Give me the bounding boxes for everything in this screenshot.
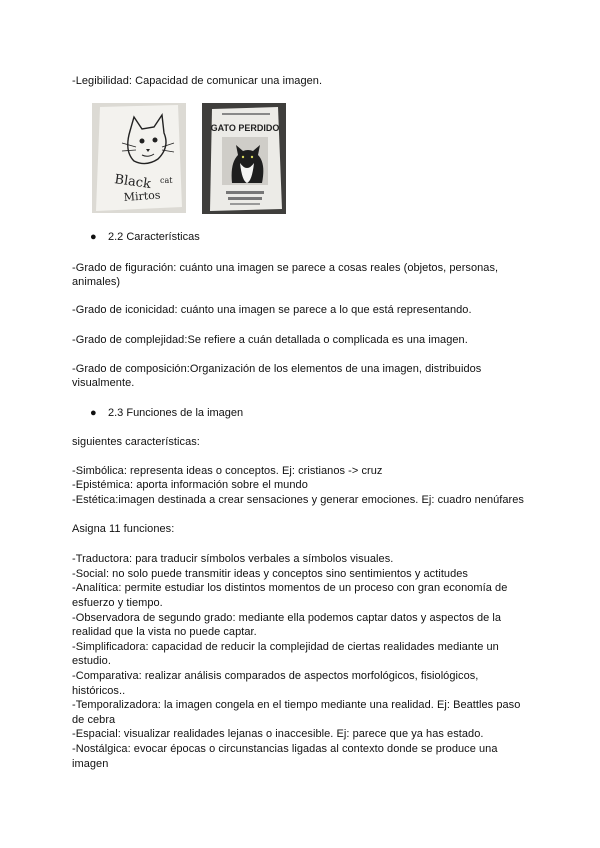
espacial-line: -Espacial: visualizar realidades lejanas o inaccesible. Ej: parece que ya has estado.: [72, 728, 484, 740]
analitica-line-1: -Analítica: permite estudiar los distintos momentos de un proceso con gran economía de: [72, 582, 508, 594]
poster-title: GATO PERDIDO: [210, 123, 280, 133]
bullet-dot: ●: [90, 407, 97, 419]
section-2-2-heading: 2.2 Características: [108, 231, 200, 243]
estetica-line: -Estética:imagen destinada a crear sensaciones y generar emociones. Ej: cuadro nenúfares: [72, 494, 524, 506]
traductora-line: -Traductora: para traducir símbolos verbales a símbolos visuales.: [72, 553, 394, 565]
nostalgica-line-1: -Nostálgica: evocar épocas o circunstancias ligadas al contexto donde se produce una: [72, 743, 498, 755]
drawing-text-cat: cat: [160, 176, 173, 185]
epistemica-line: -Epistémica: aporta información sobre el mundo: [72, 479, 308, 491]
analitica-line-2: esfuerzo y tiempo.: [72, 597, 163, 609]
composicion-line-2: visualmente.: [72, 377, 135, 389]
figuracion-line-1: -Grado de figuración: cuánto una imagen se parece a cosas reales (objetos, personas,: [72, 262, 499, 274]
simplificadora-line-2: estudio.: [72, 655, 111, 667]
temporalizadora-line-1: -Temporalizadora: la imagen congela en el tiempo mediante una realidad. Ej: Beattles paso: [72, 699, 521, 711]
complejidad-line: -Grado de complejidad:Se refiere a cuán detallada o complicada es una imagen.: [72, 334, 468, 346]
social-line: -Social: no solo puede transmitir ideas y conceptos sino sentimientos y actitudes: [72, 568, 468, 580]
observadora-line-1: -Observadora de segundo grado: mediante ella podemos captar datos y aspectos de la: [72, 612, 502, 624]
observadora-line-2: realidad que la vista no puede captar.: [72, 626, 257, 638]
composicion-line-1: -Grado de composición:Organización de los elementos de una imagen, distribuidos: [72, 363, 482, 375]
simbolica-line: -Simbólica: representa ideas o conceptos. Ej: cristianos -> cruz: [72, 465, 383, 477]
section-2-3-heading: 2.3 Funciones de la imagen: [108, 407, 244, 419]
hand-drawn-cat-image: [92, 103, 186, 213]
comparativa-line-1: -Comparativa: realizar análisis comparados de aspectos morfológicos, fisiológicos,: [72, 670, 479, 682]
drawing-text-mirtos: Mirtos: [123, 188, 161, 204]
iconicidad-line: -Grado de iconicidad: cuánto una imagen se parece a lo que está representando.: [72, 304, 472, 316]
lost-cat-poster-image: [202, 103, 286, 214]
asigna-line: Asigna 11 funciones:: [72, 523, 175, 535]
siguientes-line: siguientes características:: [72, 436, 200, 448]
bullet-dot: ●: [90, 231, 97, 243]
comparativa-line-2: históricos..: [72, 685, 126, 697]
simplificadora-line-1: -Simplificadora: capacidad de reducir la complejidad de ciertas realidades mediante un: [72, 641, 499, 653]
temporalizadora-line-2: de cebra: [72, 714, 116, 726]
legibilidad-line: -Legibilidad: Capacidad de comunicar una imagen.: [72, 75, 323, 87]
nostalgica-line-2: imagen: [72, 758, 109, 770]
figuracion-line-2: animales): [72, 276, 121, 288]
drawing-text-black: Black: [113, 172, 152, 193]
